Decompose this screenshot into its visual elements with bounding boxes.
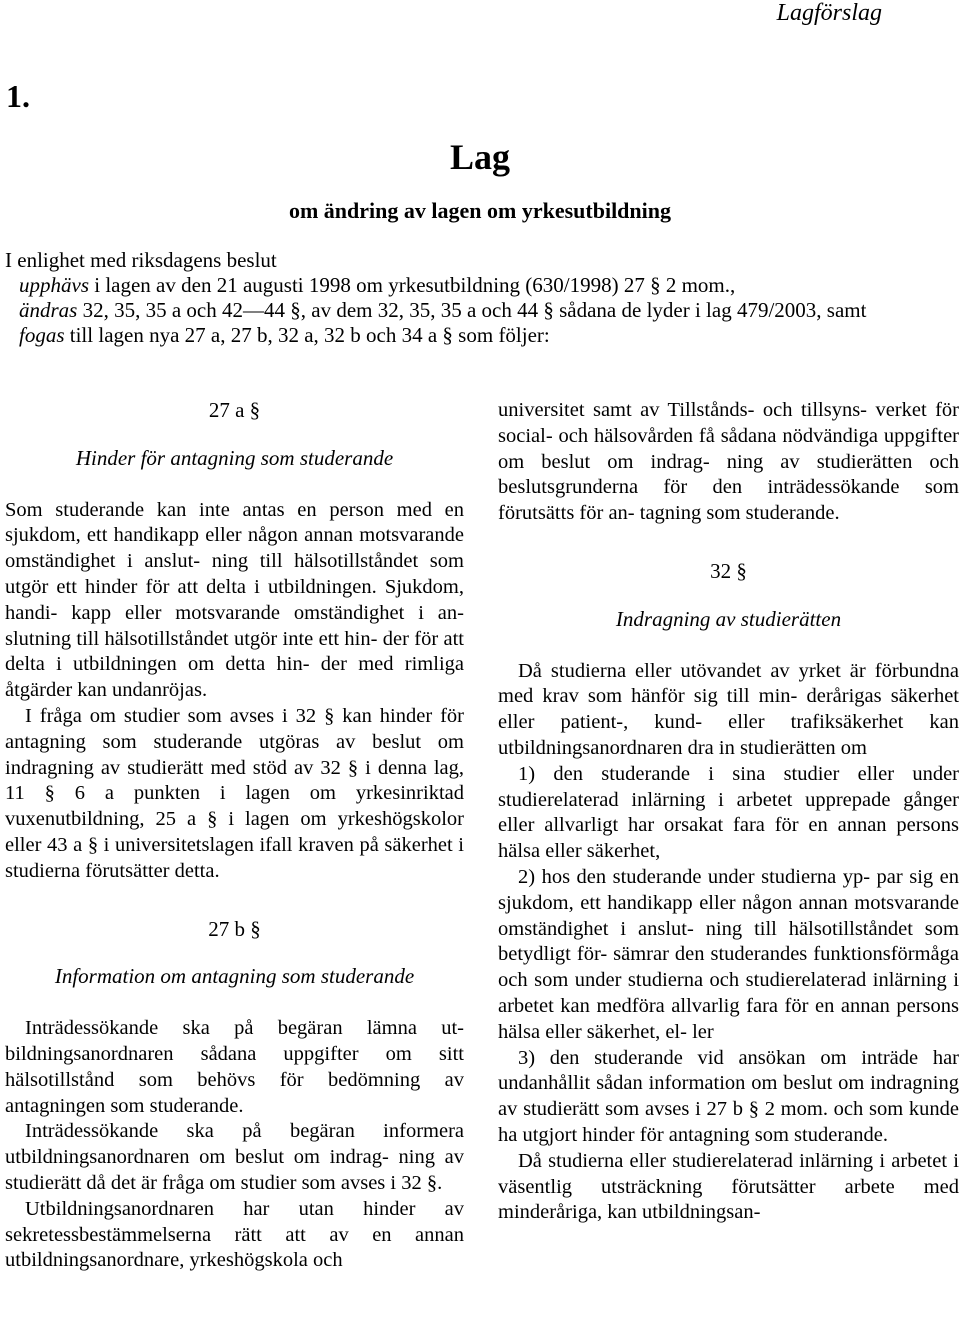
left-column bbox=[5, 398, 464, 1274]
header-label: Lagförslag bbox=[776, 0, 882, 26]
section-heading: 27 a § bbox=[208, 398, 261, 422]
paragraph: Utbildningsanordnaren har utan hinder av sekretessbestämmelserna rätt att av en annan utbildningsanordnare, yrkeshögskola och bbox=[5, 1197, 464, 1272]
paragraph: Då studierna eller utövandet av yrket är förbundna med krav som hänför sig till min- derårigas säkerhet eller patient-, kund- eller trafiksäkerhet kan utbildningsanordnaren dra in studierätten om bbox=[498, 659, 959, 759]
paragraph: Inträdessökande ska på begäran lämna ut- bildningsanordnaren sådana uppgifter om sitt hälsotillstånd som behövs för bedömning av antagningen som studerande. bbox=[5, 1017, 464, 1117]
section-heading: 32 § bbox=[710, 558, 747, 583]
intro-emphasis: fogas bbox=[19, 323, 65, 347]
page-subtitle: om ändring av lagen om yrkesutbildning bbox=[288, 198, 671, 223]
list-item: 3) den studerande vid ansökan om inträde har undanhållit sådan information om beslut om indragning av studierätt som avses i 27 b § 2 mom. och som kunde ha utgjort hinder för antagning som studerande. bbox=[498, 1046, 959, 1146]
intro-emphasis: ändras bbox=[19, 298, 78, 322]
paragraph: Som studerande kan inte antas en person med en sjukdom, ett handikapp eller någon annan motsvarande omständighet i anslut- ning till hälsotillståndet som utgör ett hinder för att delta i utbildningen. Sjukdom, handi- kapp eller motsvarande omständighet i an- slutning till hälsotillståndet utgör inte ett hin- der för att delta i utbildningen om detta hin- der med rimliga åtgärder kan undanröjas. bbox=[5, 498, 464, 702]
intro-amend bbox=[5, 298, 955, 323]
intro-repeal bbox=[5, 273, 955, 298]
section-rubric: Information om antagning som studerande bbox=[54, 964, 415, 989]
intro-text: i lagen av den 21 augusti 1998 om yrkesutbildning (630/1998) 27 § 2 mom., bbox=[89, 273, 736, 297]
intro-text: till lagen nya 27 a, 27 b, 32 a, 32 b och 34 a § som följer: bbox=[64, 323, 550, 347]
list-item: 1) den studerande i sina studier eller under studierelaterad inlärning i arbetet upprepade gånger eller allvarligt har orsakat fara för en annan persons hälsa eller säkerhet, bbox=[498, 762, 959, 863]
section-rubric: Indragning av studierätten bbox=[615, 606, 842, 631]
intro-add bbox=[5, 323, 955, 348]
intro-text: 32, 35, 35 a och 42—44 §, av dem 32, 35, 35 a och 44 § sådana de lyder i lag 479/2003, samt bbox=[77, 298, 867, 322]
intro-line: I enlighet med riksdagens beslut bbox=[5, 248, 277, 272]
intro-emphasis: upphävs bbox=[19, 273, 89, 297]
section-rubric: Hinder för antagning som studerande bbox=[75, 445, 394, 470]
page-title: Lag bbox=[449, 137, 510, 177]
paragraph: universitet samt av Tillstånds- och tillsyns- verket för social- och hälsovården få sådana nödvändiga uppgifter om beslut om indrag- ning av studierätten och beslutsgrunderna för den inträdessökande som förutsätts för an- tagning som studerande. bbox=[498, 399, 959, 525]
paragraph: I fråga om studier som avses i 32 § kan hinder för antagning som studerande utgöras av beslut om indragning av studierätt med stöd av 32 § i denna lag, 11 § 6 a punkten i lagen om yrkesinriktad vuxenutbildning, 25 a § i lagen om yrkeshögskolor eller 43 a § i universitetslagen ifall kraven på säkerhet i studierna förutsätter detta. bbox=[5, 704, 464, 882]
paragraph: Då studierna eller studierelaterad inlärning i arbetet i väsentlig utsträckning förutsätter arbete med minderåriga, kan utbildningsan- bbox=[498, 1149, 959, 1224]
section-heading: 27 b § bbox=[208, 916, 261, 941]
paragraph: Inträdessökande ska på begäran informera utbildningsanordnaren om beslut om indrag- ning av studierätt då det är fråga om studier som avses i 32 §. bbox=[5, 1120, 464, 1194]
intro-block bbox=[5, 248, 955, 348]
right-column bbox=[498, 398, 959, 1226]
list-item: 2) hos den studerande under studierna yp- par sig en sjukdom, ett handikapp eller någon annan motsvarande omständighet i anslut- ning till hälsotillståndet som betydligt för- sämrar den studerandes funktionsförmåga och som under studierna och studierelaterad inlärning i arbetet kan medföra allvarlig fara för en annan persons hälsa eller säkerhet, el- ler bbox=[498, 865, 959, 1043]
document-number: 1. bbox=[6, 78, 30, 114]
